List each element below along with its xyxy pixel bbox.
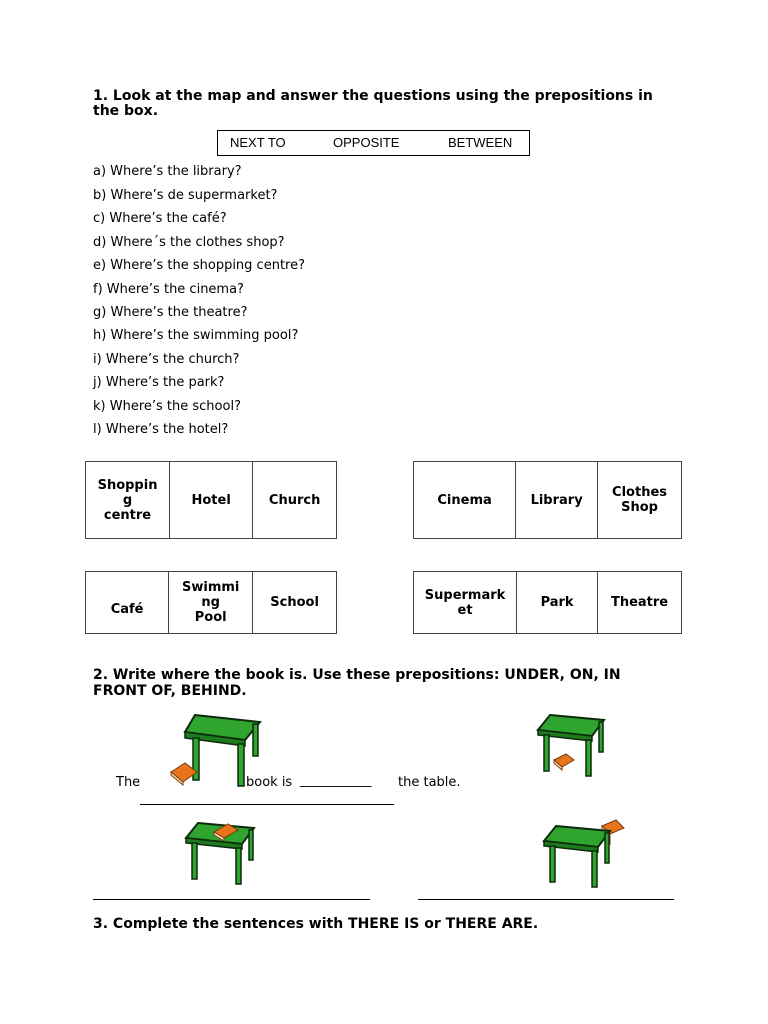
map-block-bottom-left: [85, 571, 337, 634]
map-block-top-right: [413, 461, 682, 539]
question-d: d) Where´s the clothes shop?: [93, 235, 285, 250]
section2-title-line2: FRONT OF, BEHIND.: [93, 683, 247, 699]
table-with-book-on-image: [180, 818, 260, 890]
question-k: k) Where’s the school?: [93, 399, 241, 414]
word-opposite: OPPOSITE: [333, 135, 400, 150]
section3-title: 3. Complete the sentences with THERE IS or THERE ARE.: [93, 916, 539, 932]
table-with-book-under-image: [532, 710, 612, 785]
section1-title-line1: 1. Look at the map and answer the questions using the prepositions in: [93, 88, 653, 104]
answer-line-2[interactable]: [93, 899, 370, 900]
word-between: BETWEEN: [448, 135, 513, 150]
question-h: h) Where’s the swimming pool?: [93, 328, 299, 343]
answer-line-3[interactable]: [418, 899, 674, 900]
question-a: a) Where’s the library?: [93, 164, 242, 179]
map-block-bottom-right: [413, 571, 682, 634]
map-cell-hotel: Hotel: [170, 462, 253, 539]
question-g: g) Where’s the theatre?: [93, 305, 248, 320]
map-cell-swimming-pool: Swimmi ng Pool: [169, 572, 253, 634]
sentence-start: The: [116, 775, 141, 790]
map-cell-library: Library: [516, 462, 598, 539]
map-cell-church: Church: [253, 462, 337, 539]
question-e: e) Where’s the shopping centre?: [93, 258, 305, 273]
sentence-mid: book is: [246, 775, 293, 790]
answer-line-1[interactable]: [140, 804, 394, 805]
map-cell-clothes-shop: Clothes Shop: [598, 462, 682, 539]
question-b: b) Where’s de supermarket?: [93, 188, 278, 203]
sentence-end: the table.: [398, 775, 461, 790]
map-cell-supermarket: Supermark et: [414, 572, 517, 634]
map-cell-park: Park: [517, 572, 598, 634]
sentence-blank[interactable]: ___________: [300, 773, 372, 788]
map-block-top-left: [85, 461, 337, 539]
question-i: i) Where’s the church?: [93, 352, 240, 367]
section1-title-line2: the box.: [93, 103, 159, 119]
map-cell-cafe: Café: [86, 572, 169, 634]
question-l: l) Where’s the hotel?: [93, 422, 229, 437]
question-j: j) Where’s the park?: [93, 375, 225, 390]
preposition-box: [217, 130, 530, 156]
map-cell-school: School: [253, 572, 337, 634]
map-cell-cinema: Cinema: [414, 462, 516, 539]
section2-title-line1: 2. Write where the book is. Use these prepositions: UNDER, ON, IN: [93, 667, 621, 683]
map-cell-theatre: Theatre: [598, 572, 682, 634]
map-cell-shopping-centre: Shoppin g centre: [86, 462, 170, 539]
question-f: f) Where’s the cinema?: [93, 282, 244, 297]
table-with-book-behind-image: [540, 818, 630, 890]
question-c: c) Where’s the café?: [93, 211, 227, 226]
word-next-to: NEXT TO: [230, 135, 286, 150]
